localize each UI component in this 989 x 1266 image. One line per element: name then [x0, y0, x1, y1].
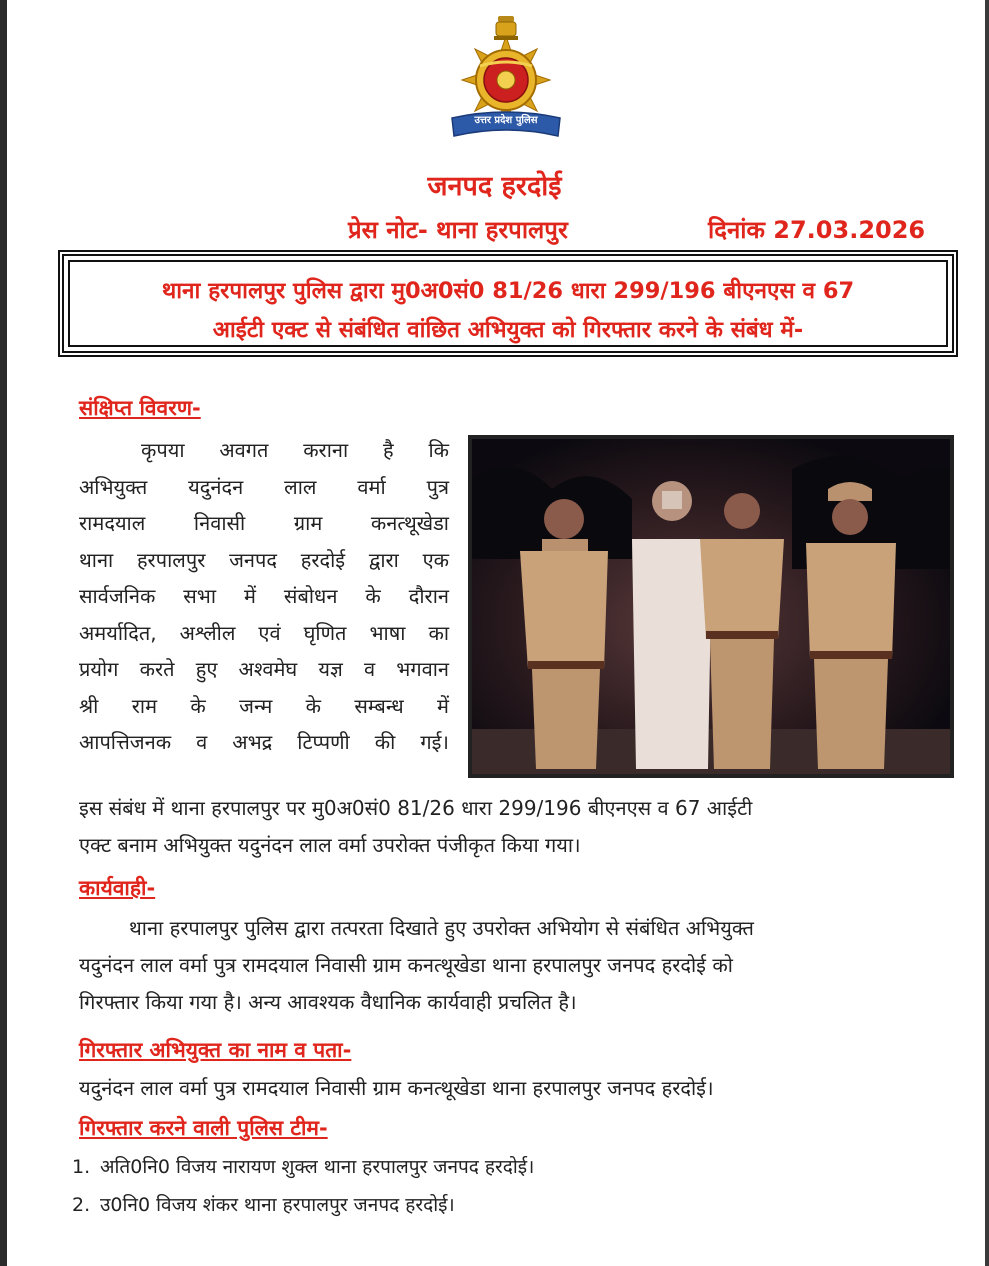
summary-fir-line-2: एक्ट बनाम अभियुक्त यदुनंदन लाल वर्मा उपरोक्त पंजीकृत किया गया।	[79, 832, 581, 857]
team-heading: गिरफ्तार करने वाली पुलिस टीम-	[79, 1116, 328, 1140]
summary-line-9: आपत्तिजनक व अभद्र टिप्पणी की गई।	[79, 730, 449, 754]
subject-box-inner	[68, 260, 948, 347]
up-police-logo	[440, 14, 572, 144]
summary-line-7: प्रयोग करते हुए अश्वमेघ यज्ञ व भगवान	[79, 657, 449, 681]
subject-box	[58, 250, 958, 357]
summary-fir-line-1: इस संबंध में थाना हरपालपुर पर मु0अ0सं0 81/26 धारा 299/196 बीएनएस व 67 आईटी	[79, 796, 753, 820]
summary-line-8: श्री राम के जन्म के सम्बन्ध में	[79, 693, 449, 718]
team-member-number: 2.	[72, 1194, 91, 1216]
summary-line-5: सार्वजनिक सभा में संबोधन के दौरान	[79, 584, 449, 608]
press-note-date: दिनांक 27.03.2026	[708, 216, 926, 244]
emblem-icon	[494, 16, 518, 40]
summary-paragraph	[79, 432, 449, 761]
team-member-text: उ0नि0 विजय शंकर थाना हरपालपुर जनपद हरदोई।	[100, 1194, 455, 1216]
team-member-number: 1.	[72, 1156, 91, 1178]
subject-line-2: आईटी एक्ट से संबंधित वांछित अभियुक्त को गिरफ्तार करने के संबंध में-	[212, 317, 804, 343]
summary-fir-paragraph	[79, 790, 935, 863]
team-member	[72, 1148, 534, 1186]
team-member	[72, 1186, 534, 1224]
press-note-label: प्रेस नोट- थाना हरपालपुर	[348, 216, 568, 244]
summary-line-2: अभियुक्त यदुनंदन लाल वर्मा पुत्र	[79, 474, 449, 499]
summary-line-4: थाना हरपालपुर जनपद हरदोई द्वारा एक	[79, 547, 449, 572]
arrested-address: यदुनंदन लाल वर्मा पुत्र रामदयाल निवासी ग्राम कनत्थूखेडा थाना हरपालपुर जनपद हरदोई।	[79, 1076, 714, 1100]
action-line-2: यदुनंदन लाल वर्मा पुत्र रामदयाल निवासी ग्राम कनत्थूखेडा थाना हरपालपुर जनपद हरदोई को	[79, 953, 733, 977]
summary-line-3: रामदयाल निवासी ग्राम कनत्थूखेडा	[79, 511, 449, 535]
action-line-3: गिरफ्तार किया गया है। अन्य आवश्यक वैधानिक कार्यवाही प्रचलित है।	[79, 990, 577, 1014]
arrested-heading: गिरफ्तार अभियुक्त का नाम व पता-	[79, 1038, 352, 1062]
action-line-1: थाना हरपालपुर पुलिस द्वारा तत्परता दिखाते हुए उपरोक्त अभियोग से संबंधित अभियुक्त	[129, 916, 754, 940]
summary-heading: संक्षिप्त विवरण-	[79, 396, 201, 420]
logo-scroll-text: उत्तर प्रदेश पुलिस	[474, 115, 538, 126]
subject-line-1: थाना हरपालपुर पुलिस द्वारा मु0अ0सं0 81/26 धारा 299/196 बीएनएस व 67	[161, 278, 855, 304]
team-member-text: अति0नि0 विजय नारायण शुक्ल थाना हरपालपुर जनपद हरदोई।	[100, 1156, 535, 1178]
summary-line-6: अमर्यादित, अश्लील एवं घृणित भाषा का	[79, 620, 449, 645]
team-list	[72, 1148, 534, 1224]
action-paragraph	[79, 910, 939, 1021]
arrest-photo	[468, 435, 954, 778]
subject-text	[84, 272, 932, 350]
action-heading: कार्यवाही-	[79, 876, 156, 900]
summary-line-1: कृपया अवगत कराना है कि	[141, 438, 449, 462]
district-title: जनपद हरदोई	[427, 171, 562, 202]
